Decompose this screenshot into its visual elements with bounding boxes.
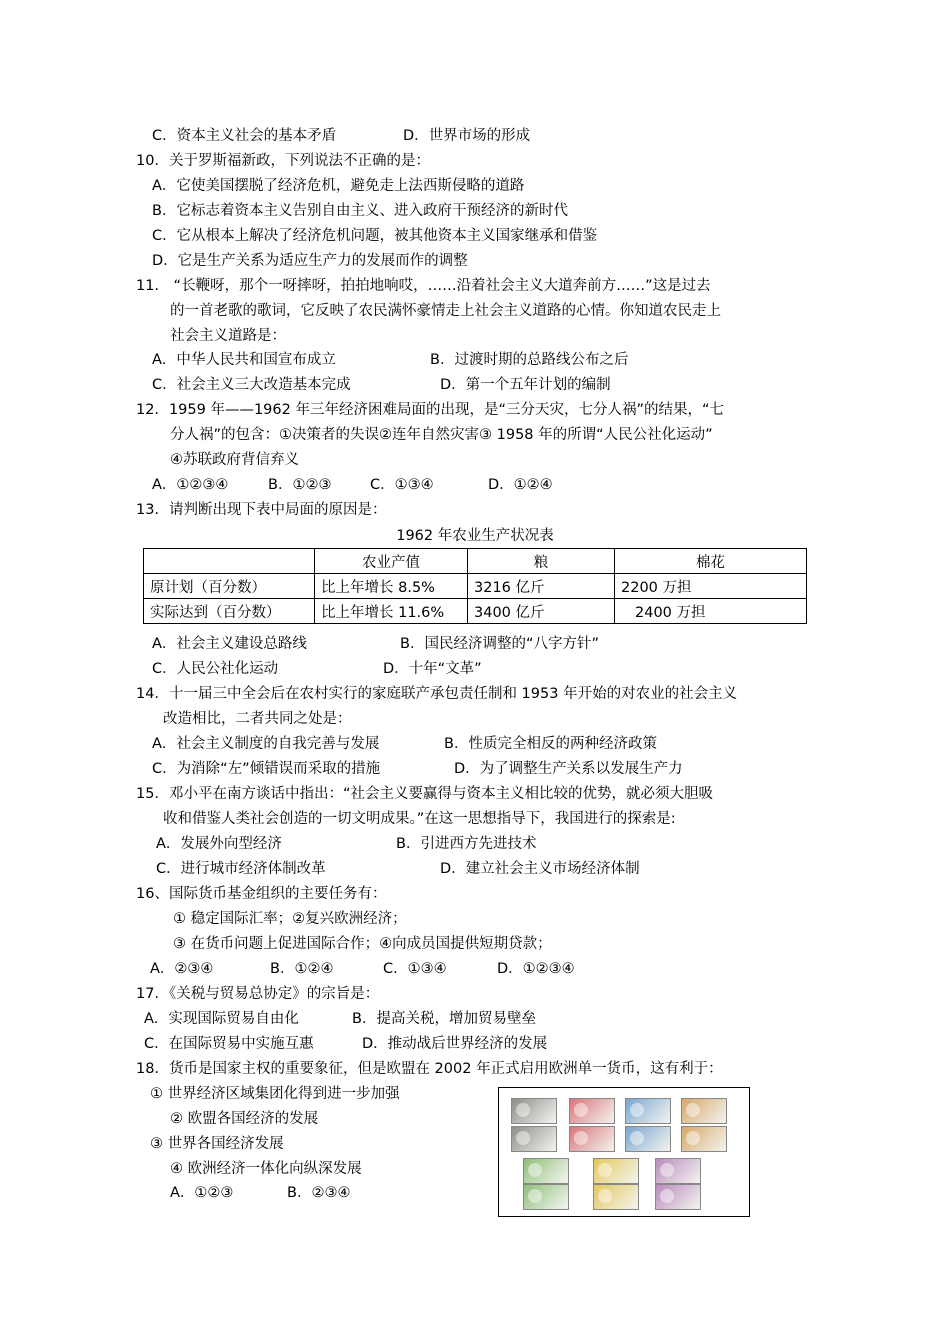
text-line: ③ 世界各国经济发展	[150, 1136, 284, 1152]
text-line: D．①②④	[488, 477, 553, 493]
table-cell: 3400 亿斤	[468, 599, 615, 624]
header-cell: 农业产值	[315, 549, 468, 574]
table-cell: 2200 万担	[615, 574, 807, 599]
banknote	[655, 1184, 701, 1210]
text-line: 收和借鉴人类社会创造的一切文明成果。”在这一思想指导下，我国进行的探索是:	[163, 811, 676, 827]
banknote	[681, 1126, 727, 1152]
text-line: D．十年“文革”	[383, 661, 482, 677]
text-line: ③ 在货币问题上促进国际合作；④向成员国提供短期贷款；	[173, 936, 552, 952]
text-line: 社会主义道路是：	[170, 328, 286, 344]
text-line: ① 稳定国际汇率；②复兴欧洲经济；	[173, 911, 407, 927]
text-line: D．推动战后世界经济的发展	[362, 1036, 548, 1052]
table-row	[144, 599, 807, 624]
banknote	[593, 1158, 639, 1184]
text-line: 改造相比，二者共同之处是：	[163, 711, 352, 727]
text-line: D．为了调整生产关系以发展生产力	[454, 761, 683, 777]
text-line: A．社会主义建设总路线	[152, 636, 307, 652]
text-line: A．②③④	[150, 961, 214, 977]
table-cell: 2400 万担	[615, 599, 807, 624]
text-line: ④ 欧洲经济一体化向纵深发展	[170, 1161, 362, 1177]
text-line: C．①③④	[370, 477, 434, 493]
text-line: ② 欧盟各国经济的发展	[170, 1111, 319, 1127]
text-line: C．①③④	[383, 961, 447, 977]
text-line: A．中华人民共和国宣布成立	[152, 352, 336, 368]
text-line: C．社会主义三大改造基本完成	[152, 377, 351, 393]
text-line: D．世界市场的形成	[403, 128, 531, 144]
text-line: A．①②③	[170, 1185, 234, 1201]
text-line: 13．请判断出现下表中局面的原因是：	[136, 502, 387, 518]
text-line: A．实现国际贸易自由化	[144, 1011, 299, 1027]
table-row	[144, 574, 807, 599]
text-line: 15．邓小平在南方谈话中指出：“社会主义要赢得与资本主义相比较的优势，就必须大胆吸	[136, 786, 713, 802]
text-line: A．①②③④	[152, 477, 229, 493]
table-caption: 1962 年农业生产状况表	[396, 528, 554, 544]
banknote	[655, 1158, 701, 1184]
text-line: C．为消除“左”倾错误而采取的措施	[152, 761, 381, 777]
table-cell: 比上年增长 8.5%	[315, 574, 468, 599]
text-line: B．国民经济调整的“八字方针”	[400, 636, 599, 652]
text-line: B．提高关税，增加贸易壁垒	[352, 1011, 536, 1027]
euro-banknotes-image	[498, 1087, 750, 1217]
text-line: B．②③④	[287, 1185, 351, 1201]
text-line: D．它是生产关系为适应生产力的发展而作的调整	[152, 253, 468, 269]
table-cell: 原计划（百分数）	[144, 574, 315, 599]
table-header-row	[144, 549, 807, 574]
text-line: ④苏联政府背信弃义	[170, 452, 299, 468]
header-cell: 粮	[468, 549, 615, 574]
text-line: B．①②④	[270, 961, 334, 977]
text-line: C．它从根本上解决了经济危机问题，被其他资本主义国家继承和借鉴	[152, 228, 598, 244]
banknote	[511, 1098, 557, 1124]
banknote	[569, 1126, 615, 1152]
text-line: ① 世界经济区域集团化得到进一步加强	[150, 1086, 400, 1102]
text-line: 12．1959 年——1962 年三年经济困难局面的出现，是“三分天灾，七分人祸”的结果，“七	[136, 402, 725, 418]
text-line: 14．十一届三中全会后在农村实行的家庭联产承包责任制和 1953 年开始的对农业的社会主义	[136, 686, 738, 702]
text-line: 分人祸”的包含：①决策者的失误②连年自然灾害③ 1958 年的所谓“人民公社化运动”	[170, 427, 713, 443]
text-line: A．它使美国摆脱了经济危机，避免走上法西斯侵略的道路	[152, 178, 525, 194]
banknote	[593, 1184, 639, 1210]
banknote	[511, 1126, 557, 1152]
text-line: D．第一个五年计划的编制	[440, 377, 611, 393]
banknote	[625, 1098, 671, 1124]
table-cell: 3216 亿斤	[468, 574, 615, 599]
text-line: 16、国际货币基金组织的主要任务有：	[136, 886, 387, 902]
banknote	[523, 1184, 569, 1210]
header-cell	[144, 549, 315, 574]
text-line: 17．《关税与贸易总协定》的宗旨是：	[136, 986, 380, 1002]
text-line: C．人民公社化运动	[152, 661, 279, 677]
banknote	[569, 1098, 615, 1124]
banknote	[523, 1158, 569, 1184]
text-line: D．①②③④	[497, 961, 575, 977]
text-line: 的一首老歌的歌词，它反映了农民满怀豪情走上社会主义道路的心情。你知道农民走上	[170, 303, 721, 319]
banknote	[681, 1098, 727, 1124]
header-cell: 棉花	[615, 549, 807, 574]
text-line: A．发展外向型经济	[156, 836, 282, 852]
text-line: 11． “长鞭呀，那个一呀摔呀，拍拍地响哎，……沿着社会主义大道奔前方……”这是过去	[136, 278, 711, 294]
text-line: B．它标志着资本主义告别自由主义、进入政府干预经济的新时代	[152, 203, 568, 219]
text-line: B．①②③	[268, 477, 332, 493]
text-line: B．引进西方先进技术	[396, 836, 537, 852]
text-line: B．性质完全相反的两种经济政策	[444, 736, 657, 752]
text-line: A．社会主义制度的自我完善与发展	[152, 736, 380, 752]
text-line: C．进行城市经济体制改革	[156, 861, 326, 877]
text-line: D．建立社会主义市场经济体制	[440, 861, 640, 877]
table-cell: 实际达到（百分数）	[144, 599, 315, 624]
text-line: B．过渡时期的总路线公布之后	[430, 352, 629, 368]
text-line: C．资本主义社会的基本矛盾	[152, 128, 337, 144]
text-line: 10．关于罗斯福新政，下列说法不正确的是：	[136, 153, 430, 169]
agri-table	[143, 548, 807, 624]
table-cell: 比上年增长 11.6%	[315, 599, 468, 624]
banknote	[625, 1126, 671, 1152]
text-line: 18．货币是国家主权的重要象征，但是欧盟在 2002 年正式启用欧洲单一货币，这有利于：	[136, 1061, 723, 1077]
text-line: C．在国际贸易中实施互惠	[144, 1036, 314, 1052]
